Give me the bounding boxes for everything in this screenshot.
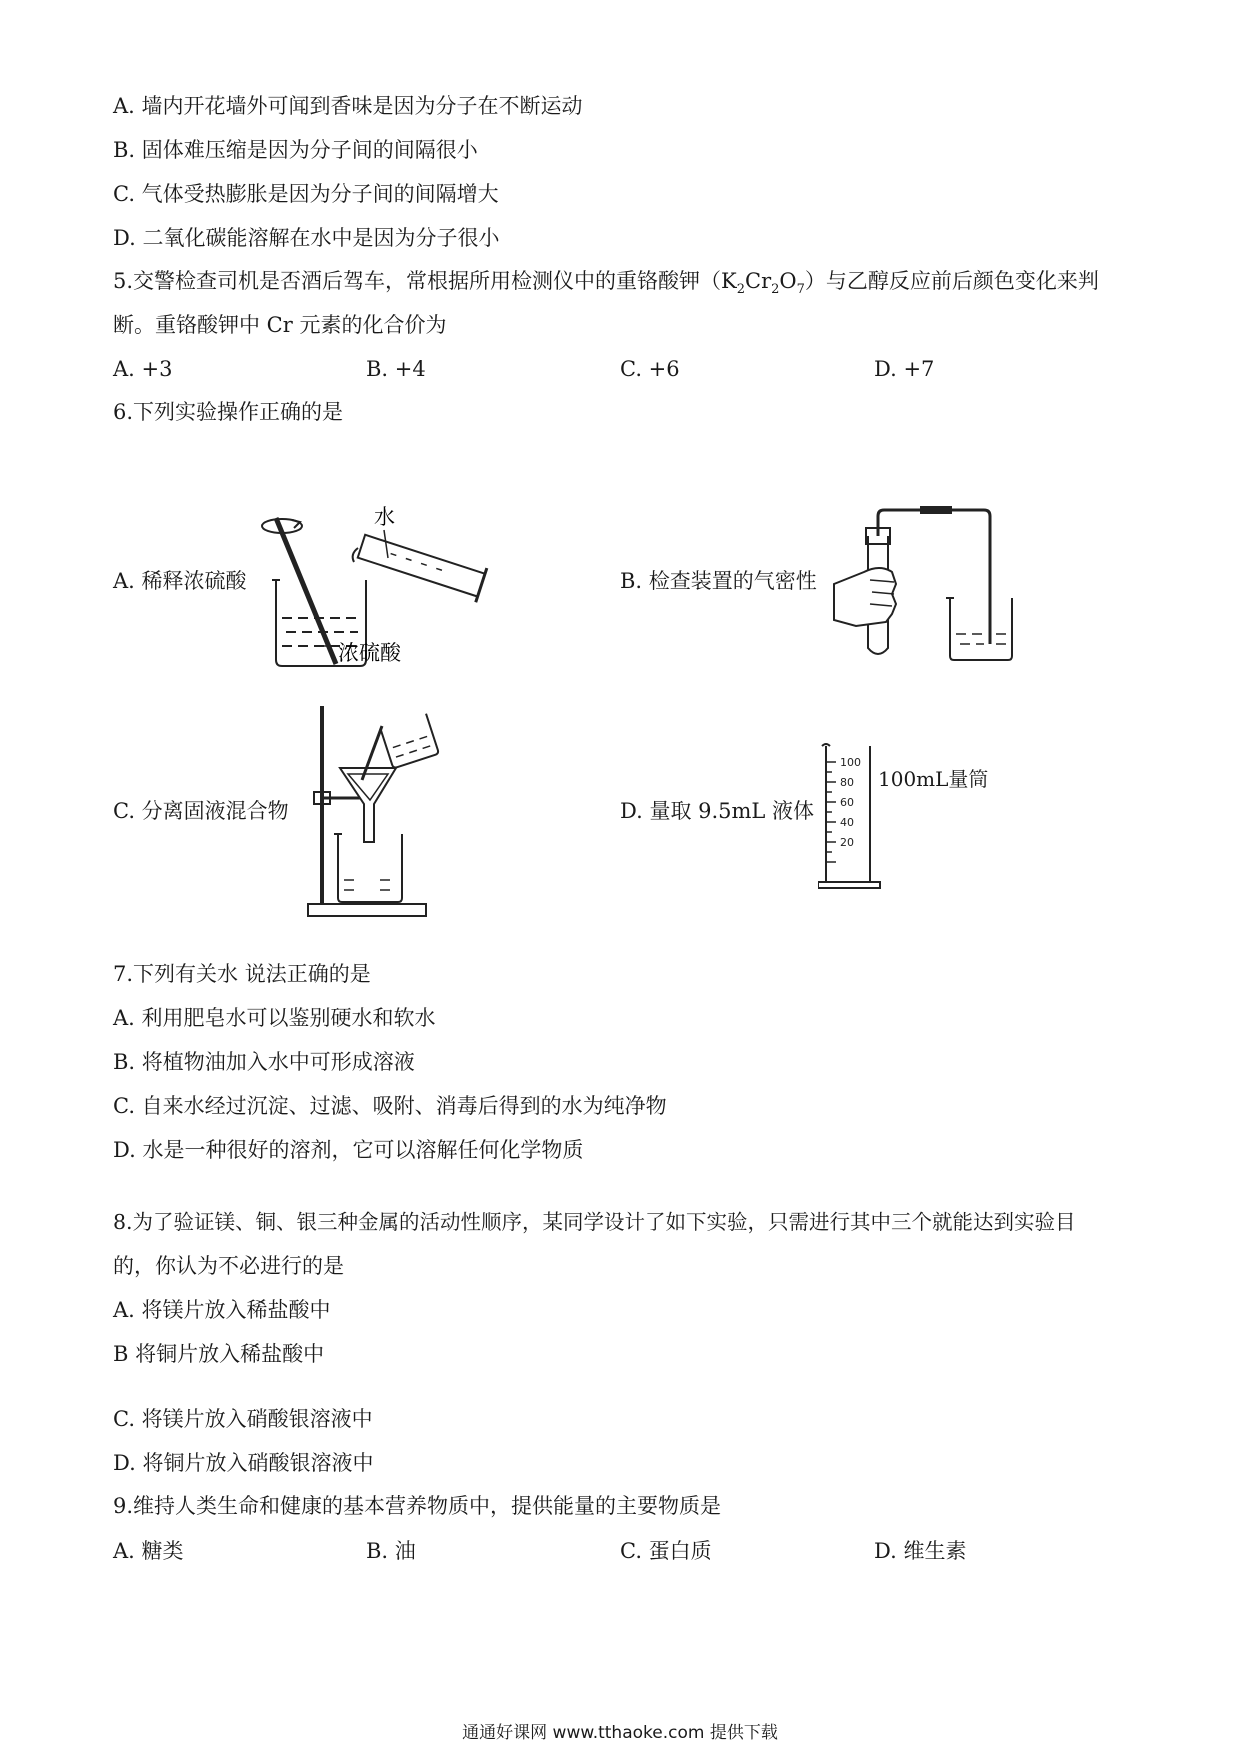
q5-option-c: C. +6	[620, 357, 680, 381]
q8-stem-line1: 8.为了验证镁、铜、银三种金属的活动性顺序，某同学设计了如下实验，只需进行其中三个就能达到实验目	[113, 1210, 1076, 1234]
q6-figure-b-airtightness	[830, 502, 1020, 664]
q6-figure-c-filtration	[300, 702, 450, 924]
q6-d-tick-60: 60	[840, 796, 854, 809]
q7-option-a: A. 利用肥皂水可以鉴别硬水和软水	[113, 1006, 436, 1030]
q9-option-c: C. 蛋白质	[620, 1539, 712, 1563]
q6-figure-a-dilution	[258, 500, 510, 672]
q4-option-b: B. 固体难压缩是因为分子间的间隔很小	[113, 138, 478, 162]
q5-mid2: O	[779, 269, 797, 293]
q6-d-tick-100: 100	[840, 756, 861, 769]
q9-option-d: D. 维生素	[874, 1539, 967, 1563]
q5-stem-line1	[113, 266, 1099, 305]
q5-option-b: B. +4	[366, 357, 426, 381]
q4-option-d: D. 二氧化碳能溶解在水中是因为分子很小	[113, 226, 500, 250]
q5-option-a: A. +3	[113, 357, 173, 381]
q6-a-acid-label: 浓硫酸	[338, 641, 401, 665]
q5-option-d: D. +7	[874, 357, 935, 381]
q6-a-water-label: 水	[374, 505, 395, 529]
q9-stem: 9.维持人类生命和健康的基本营养物质中，提供能量的主要物质是	[113, 1494, 722, 1518]
q7-option-d: D. 水是一种很好的溶剂，它可以溶解任何化学物质	[113, 1138, 584, 1162]
q6-option-b-label: B. 检查装置的气密性	[620, 569, 817, 593]
q5-stem-line2: 断。重铬酸钾中 Cr 元素的化合价为	[113, 313, 447, 337]
q8-option-a: A. 将镁片放入稀盐酸中	[113, 1298, 331, 1322]
q6-d-tick-80: 80	[840, 776, 854, 789]
q6-d-cylinder-label: 100mL量筒	[878, 767, 989, 791]
q8-stem-line2: 的，你认为不必进行的是	[113, 1254, 344, 1278]
q7-option-c: C. 自来水经过沉淀、过滤、吸附、消毒后得到的水为纯净物	[113, 1094, 667, 1118]
q5-stem-part2: ）与乙醇反应前后颜色变化来判	[804, 269, 1099, 293]
q7-option-b: B. 将植物油加入水中可形成溶液	[113, 1050, 415, 1074]
q6-option-d-label: D. 量取 9.5mL 液体	[620, 799, 815, 823]
q9-option-a: A. 糖类	[113, 1539, 184, 1563]
page-footer: 通通好课网 www.tthaoke.com 提供下载	[462, 1723, 778, 1743]
q5-sub2: 2	[771, 282, 780, 298]
q6-d-tick-40: 40	[840, 816, 854, 829]
q6-option-a-label: A. 稀释浓硫酸	[113, 569, 247, 593]
q6-d-tick-20: 20	[840, 836, 854, 849]
q5-mid1: Cr	[745, 269, 772, 293]
q9-option-b: B. 油	[366, 1539, 416, 1563]
q8-option-b: B 将铜片放入稀盐酸中	[113, 1342, 325, 1366]
q6-stem: 6.下列实验操作正确的是	[113, 400, 344, 424]
q6-option-c-label: C. 分离固液混合物	[113, 799, 289, 823]
q8-option-c: C. 将镁片放入硝酸银溶液中	[113, 1407, 373, 1431]
q4-option-a: A. 墙内开花墙外可闻到香味是因为分子在不断运动	[113, 94, 583, 118]
q5-sub1: 2	[736, 282, 746, 298]
q7-stem: 7.下列有关水 说法正确的是	[113, 962, 371, 986]
q5-sub3: 7	[796, 282, 805, 298]
q8-option-d: D. 将铜片放入硝酸银溶液中	[113, 1451, 374, 1475]
q4-option-c: C. 气体受热膨胀是因为分子间的间隔增大	[113, 182, 499, 206]
q5-stem-part1: 5.交警检查司机是否酒后驾车，常根据所用检测仪中的重铬酸钾（K	[113, 269, 737, 293]
